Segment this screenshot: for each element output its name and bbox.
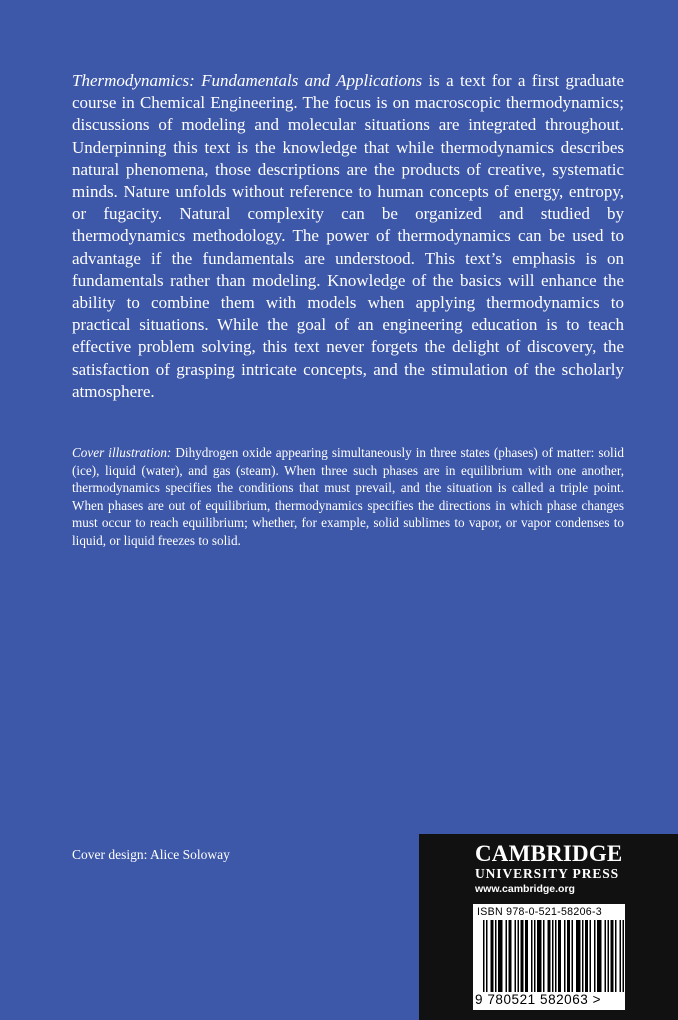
caption-paragraph [72,444,624,550]
blurb-text: is a text for a first graduate course in Chemical Engineering. The focus is on macroscopic thermodynamics; discussions of modeling and molecular situations are integrated throughout. Underpinning this text is the knowledge that while thermodynamics describes natural phenomena, those descriptions are the products of creative, systematic minds. Nature unfolds without reference to human concepts of energy, entropy, or fugacity. Natural complexity can be organized and studied by thermodynamics methodology. The power of thermodynamics can be used to advantage if the fundamentals are understood. This text’s emphasis is on fundamentals rather than modeling. Knowledge of the basics will enhance the ability to combine them with models when applying thermodynamics to practical situations. While the goal of an engineering education is to teach effective problem solving, this text never forgets the delight of discovery, the satisfaction of grasping intricate concepts, and the stimulation of the scholarly atmosphere. [72,71,624,401]
barcode-bars-icon [479,920,625,992]
barcode-digits: 9 780521 582063 > [475,992,602,1007]
caption-text: Dihydrogen oxide appearing simultaneously in three states (phases) of matter: solid (ice), liquid (water), and gas (steam). When three such phases are in equilibrium with one another, thermodynamics specifies the conditions that must prevail, and the situation is called a triple point. When phases are out of equilibrium, thermodynamics specifies the directions in which phase changes must occur to reach equilibrium; whether, for example, solid sublimes to vapor, or vapor condenses to liquid, or liquid freezes to solid. [72,445,624,548]
isbn-label: ISBN 978-0-521-58206-3 [477,906,602,918]
back-cover-blurb [72,70,624,403]
publisher-name: CAMBRIDGE [475,841,623,866]
caption-label: Cover illustration: [72,445,172,460]
blurb-paragraph [72,70,624,403]
cover-illustration-caption [72,444,624,550]
book-title: Thermodynamics: Fundamentals and Applications [72,71,423,90]
publisher-url: www.cambridge.org [475,883,575,895]
cover-design-credit: Cover design: Alice Soloway [72,847,230,862]
publisher-press: UNIVERSITY PRESS [475,866,620,881]
publisher-logo [475,842,625,896]
isbn-barcode [473,904,625,1010]
publisher-panel [419,834,678,1020]
